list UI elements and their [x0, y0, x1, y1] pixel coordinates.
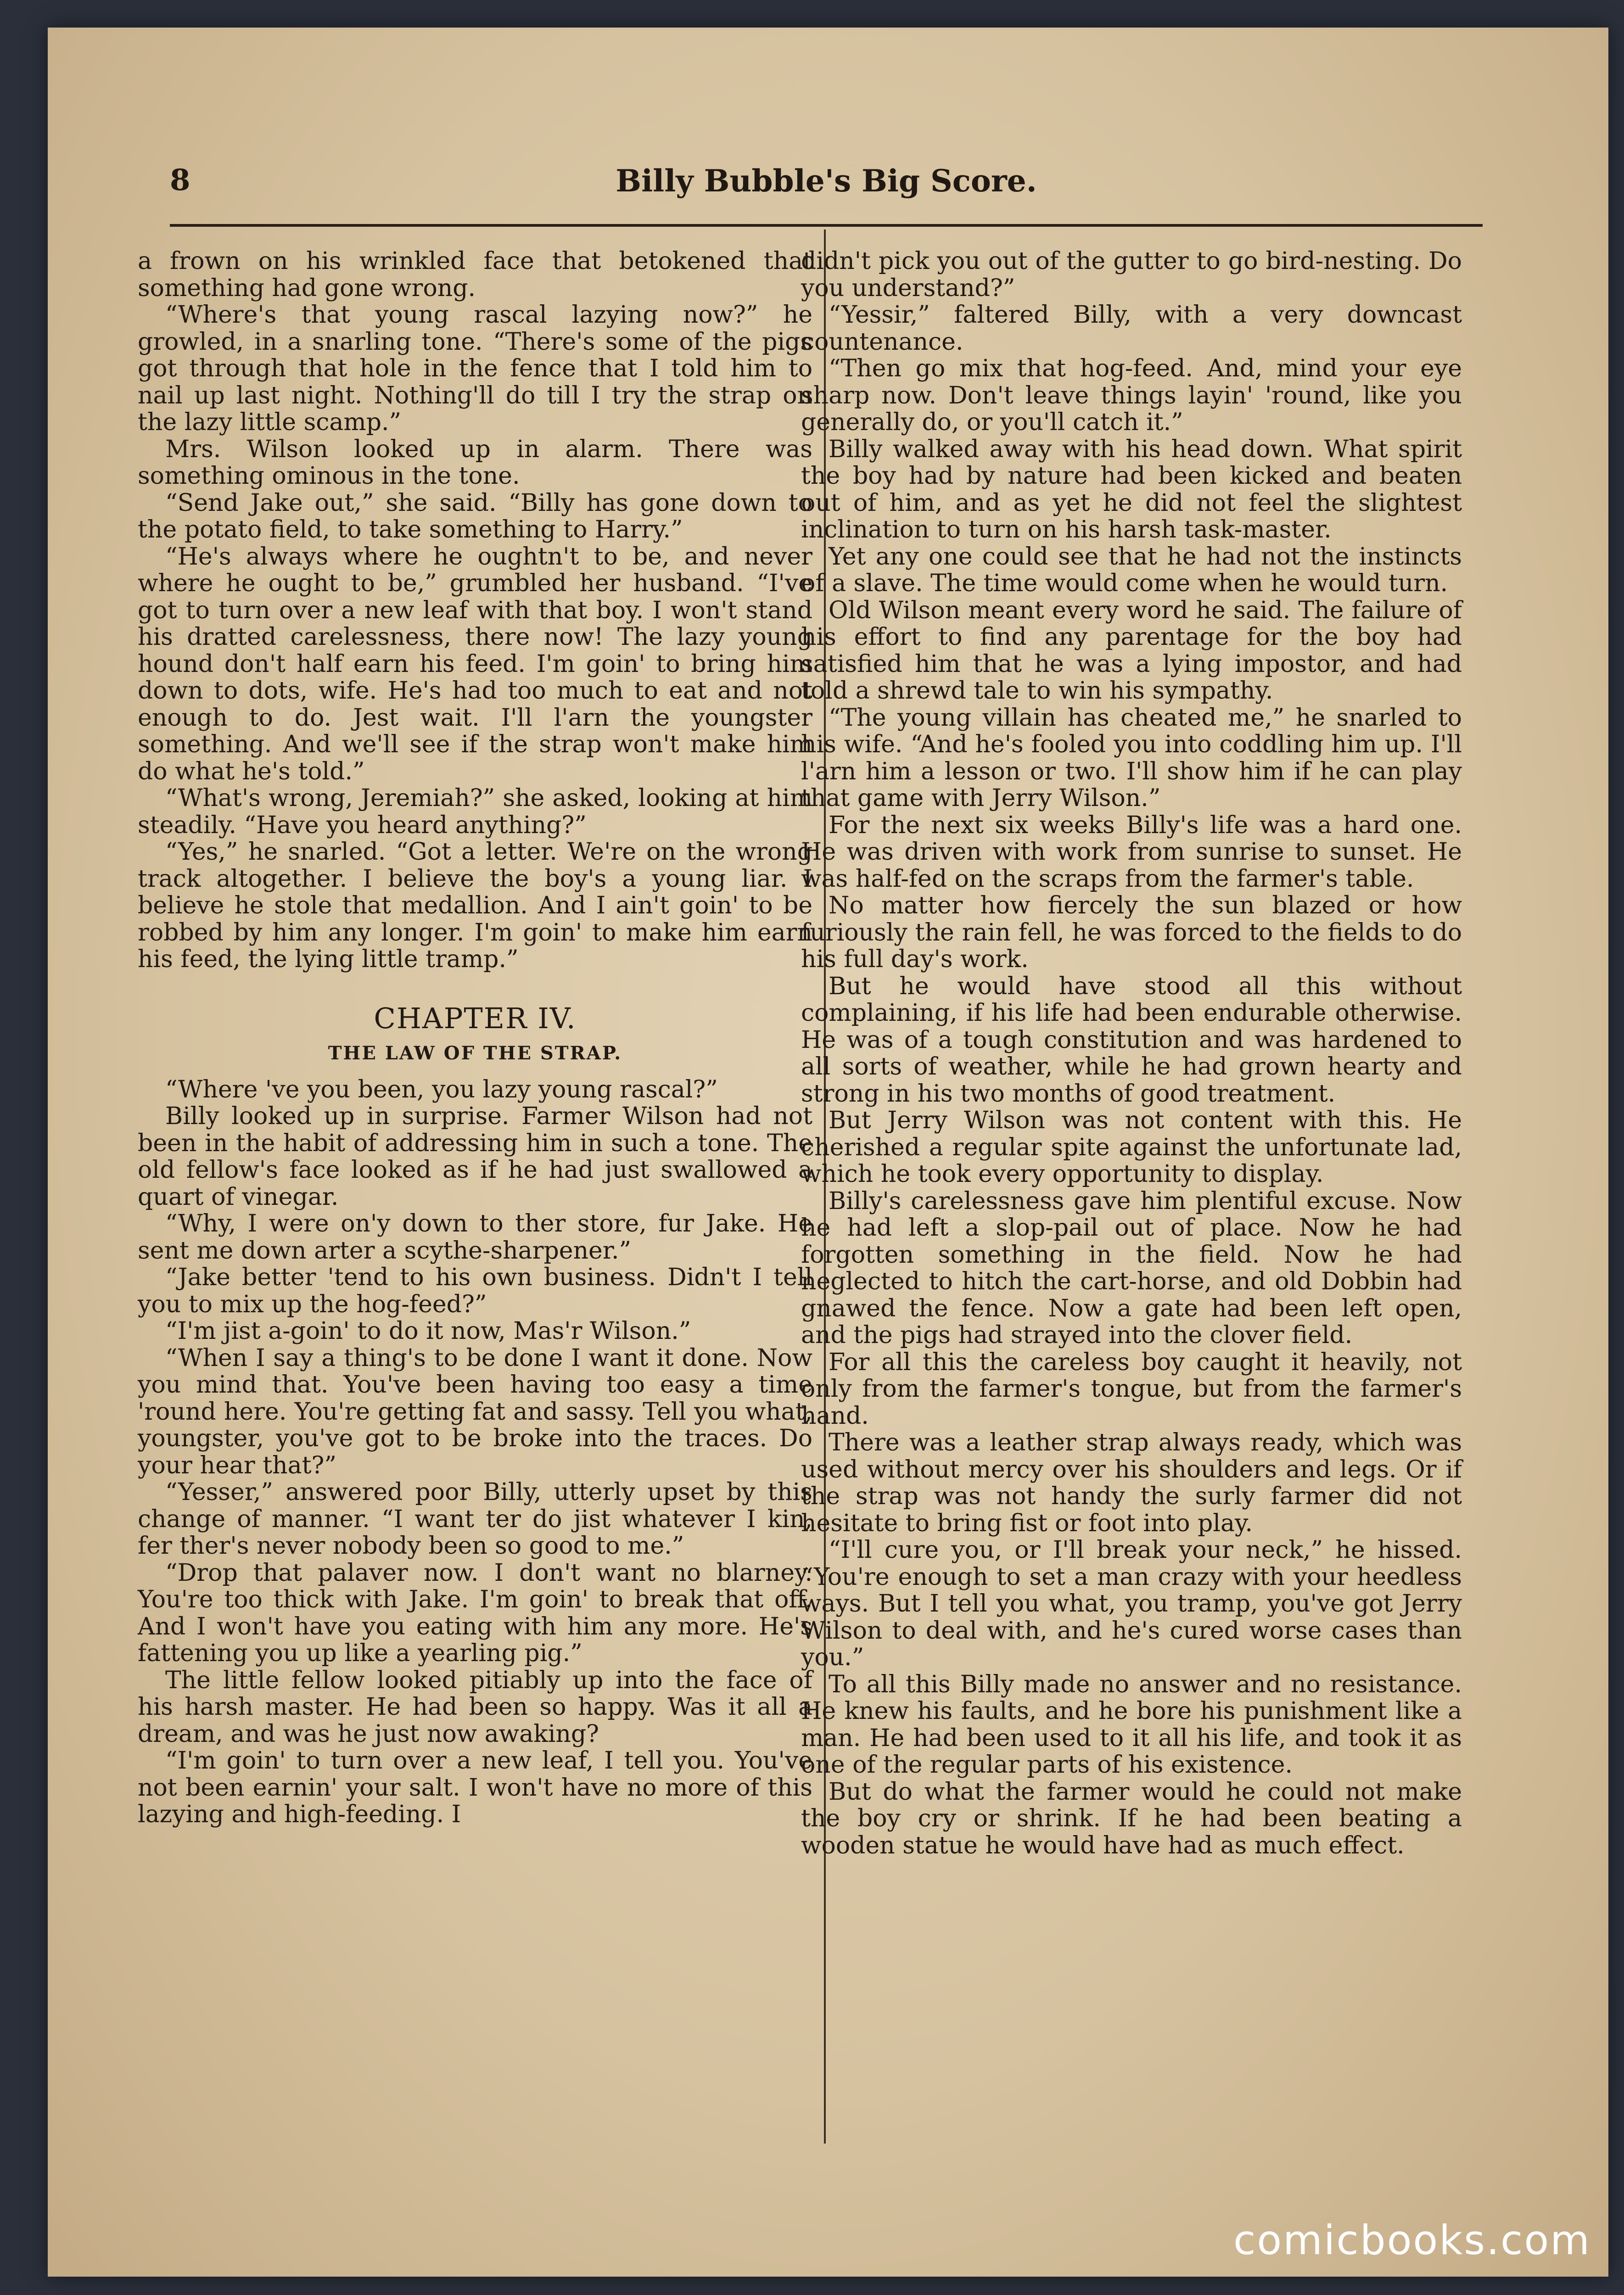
paragraph: Billy's carelessness gave him plentiful excuse. Now he had left a slop-pail out of place. Now he had forgotten something in the field. Now he had neglected to hitch the cart-horse, and old Dobbin had gnawed the fence. Now a gate had been left open, and the pigs had strayed into the clover field. [801, 1187, 1462, 1349]
paragraph: “Jake better 'tend to his own business. Didn't I tell you to mix up the hog-feed?” [138, 1264, 812, 1318]
paragraph: Mrs. Wilson looked up in alarm. There was something ominous in the tone. [138, 435, 812, 490]
paragraph: “I'm goin' to turn over a new leaf, I tell you. You've not been earnin' your salt. I won't have no more of this lazying and high-feeding. I [138, 1747, 812, 1828]
paragraph: “Where's that young rascal lazying now?” he growled, in a snarling tone. “There's some of the pigs got through that hole in the fence that I told him to nail up last night. Nothing'll do till I try the strap on the lazy little scamp.” [138, 301, 812, 436]
paragraph: “Then go mix that hog-feed. And, mind your eye sharp now. Don't leave things layin' 'round, like you generally do, or you'll catch it.” [801, 355, 1462, 436]
paragraph: “Yesser,” answered poor Billy, utterly upset by this change of manner. “I want ter do jist whatever I kin, fer ther's never nobody been so good to me.” [138, 1478, 812, 1560]
paragraph: Old Wilson meant every word he said. The failure of his effort to find any parentage for the boy had satisfied him that he was a lying impostor, and had told a shrewd tale to win his sympathy. [801, 596, 1462, 705]
paragraph: But do what the farmer would he could not make the boy cry or shrink. If he had been beating a wooden statue he would have had as much effect. [801, 1778, 1462, 1859]
paragraph: “What's wrong, Jeremiah?” she asked, looking at him steadily. “Have you heard anything?” [138, 784, 812, 839]
paragraph: Yet any one could see that he had not the instincts of a slave. The time would come when he would turn. [801, 543, 1462, 597]
paragraph: The little fellow looked pitiably up into the face of his harsh master. He had been so happy. Was it all a dream, and was he just now awaking? [138, 1666, 812, 1748]
chapter-subtitle: THE LAW OF THE STRAP. [328, 1042, 622, 1064]
header-rule [170, 224, 1483, 227]
paragraph: “Why, I were on'y down to ther store, fur Jake. He sent me down arter a scythe-sharpener.” [138, 1210, 812, 1265]
paragraph: “Drop that palaver now. I don't want no blarney. You're too thick with Jake. I'm goin' to break that off. And I won't have you eating with him any more. He's fattening you up like a yearling pig.” [138, 1559, 812, 1667]
left-column [138, 248, 812, 1828]
paragraph: Billy looked up in surprise. Farmer Wilson had not been in the habit of addressing him in such a tone. The old fellow's face looked as if he had just swallowed a quart of vinegar. [138, 1103, 812, 1211]
paragraph: “I'm jist a-goin' to do it now, Mas'r Wilson.” [165, 1317, 691, 1345]
paragraph: “When I say a thing's to be done I want it done. Now you mind that. You've been having too easy a time 'round here. You're getting fat and sassy. Tell you what, youngster, you've got to be broke into the traces. Do your hear that?” [138, 1344, 812, 1479]
paragraph: “Yes,” he snarled. “Got a letter. We're on the wrong track altogether. I believe the boy's a young liar. I believe he stole that medallion. And I ain't goin' to be robbed by him any longer. I'm goin' to make him earn his feed, the lying little tramp.” [138, 838, 812, 973]
paragraph: Billy walked away with his head down. What spirit the boy had by nature had been kicked and beaten out of him, and as yet he did not feel the slightest inclination to turn on his harsh task-master. [801, 435, 1462, 543]
chapter-title: CHAPTER IV. [374, 1001, 577, 1035]
paragraph: No matter how fiercely the sun blazed or how furiously the rain fell, he was forced to the fields to do his full day's work. [801, 892, 1462, 973]
paragraph: “The young villain has cheated me,” he snarled to his wife. “And he's fooled you into coddling him up. I'll l'arn him a lesson or two. I'll show him if he can play that game with Jerry Wilson.” [801, 704, 1462, 812]
page-number: 8 [170, 163, 190, 197]
watermark: comicbooks.com [1233, 2217, 1591, 2264]
paragraph: To all this Billy made no answer and no resistance. He knew his faults, and he bore his punishment like a man. He had been used to it all his life, and took it as one of the regular parts of his existence. [801, 1670, 1462, 1779]
paragraph: didn't pick you out of the gutter to go bird-nesting. Do you understand?” [801, 247, 1462, 302]
paragraph: “Send Jake out,” she said. “Billy has gone down to the potato field, to take something to Harry.” [138, 489, 812, 543]
paragraph: “Where 've you been, you lazy young rascal?” [165, 1075, 718, 1103]
paragraph: For all this the careless boy caught it heavily, not only from the farmer's tongue, but from the farmer's hand. [801, 1348, 1462, 1430]
paragraph: There was a leather strap always ready, which was used without mercy over his shoulders and legs. Or if the strap was not handy the surly farmer did not hesitate to bring fist or foot into play. [801, 1429, 1462, 1537]
paragraph: a frown on his wrinkled face that betokened that something had gone wrong. [138, 247, 812, 302]
paragraph: “Yessir,” faltered Billy, with a very downcast countenance. [801, 301, 1462, 356]
paragraph: But Jerry Wilson was not content with this. He cherished a regular spite against the unfortunate lad, which he took every opportunity to display. [801, 1107, 1462, 1188]
paragraph: But he would have stood all this without complaining, if his life had been endurable otherwise. He was of a tough constitution and was hardened to all sorts of weather, while he had grown hearty and strong in his two months of good treatment. [801, 972, 1462, 1108]
right-column [801, 248, 1462, 1859]
paragraph: For the next six weeks Billy's life was a hard one. He was driven with work from sunrise to sunset. He was half-fed on the scraps from the farmer's table. [801, 811, 1462, 893]
paragraph: “He's always where he oughtn't to be, and never where he ought to be,” grumbled her husband. “I've got to turn over a new leaf with that boy. I won't stand his dratted carelessness, there now! The lazy young hound don't half earn his feed. I'm goin' to bring him down to dots, wife. He's had too much to eat and not enough to do. Jest wait. I'll l'arn the youngster something. And we'll see if the strap won't make him do what he's told.” [138, 543, 812, 785]
running-title: Billy Bubble's Big Score. [616, 163, 1037, 199]
paragraph: “I'll cure you, or I'll break your neck,” he hissed. “You're enough to set a man crazy with your heedless ways. But I tell you what, you tramp, you've got Jerry Wilson to deal with, and he's cured worse cases than you.” [801, 1536, 1462, 1671]
page-header [170, 163, 1483, 213]
